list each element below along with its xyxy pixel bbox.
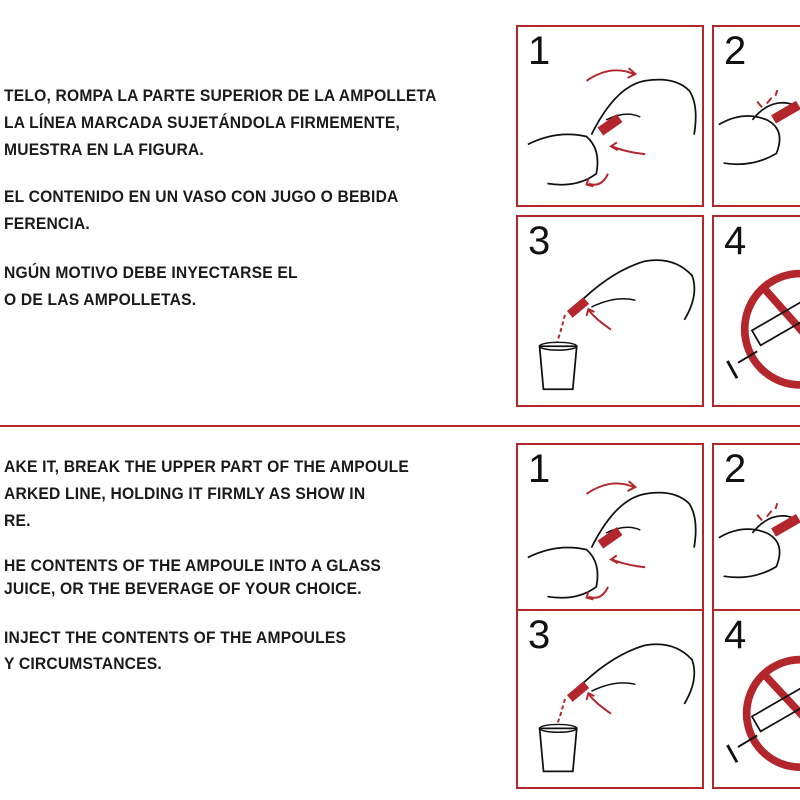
step-number: 4 [724, 219, 747, 263]
instruction-line: O DE LAS AMPOLLETAS. [4, 290, 197, 309]
instruction-line: TELO, ROMPA LA PARTE SUPERIOR DE LA AMPOLLETA [4, 86, 437, 105]
instruction-line: FERENCIA. [4, 214, 90, 233]
step-3-panel [516, 609, 704, 789]
step-4-panel [712, 609, 800, 789]
hand-breaking-ampoule-icon [518, 27, 702, 205]
english-instructions-section [0, 425, 800, 800]
instruction-line: LA LÍNEA MARCADA SUJETÁNDOLA FIRMEMENTE, [4, 113, 401, 132]
step-2-panel [712, 25, 800, 207]
pour-into-glass-icon [518, 611, 702, 787]
instruction-line: RE. [4, 511, 31, 530]
hand-breaking-ampoule-icon [518, 445, 702, 621]
instruction-line: JUICE, OR THE BEVERAGE OF YOUR CHOICE. [4, 579, 362, 598]
instruction-line: MUESTRA EN LA FIGURA. [4, 140, 204, 159]
step-number: 1 [528, 29, 551, 73]
step-number: 4 [724, 613, 747, 657]
step-2-panel [712, 443, 800, 623]
instruction-line: ARKED LINE, HOLDING IT FIRMLY AS SHOW IN [4, 484, 366, 503]
instruction-line: AKE IT, BREAK THE UPPER PART OF THE AMPOULE [4, 457, 410, 476]
instruction-line: NGÚN MOTIVO DEBE INYECTARSE EL [4, 263, 298, 282]
instruction-line: Y CIRCUMSTANCES. [4, 654, 162, 673]
ampoule-snapping-icon [714, 27, 800, 205]
instruction-line: INJECT THE CONTENTS OF THE AMPOULES [4, 628, 347, 647]
no-injection-icon [714, 217, 800, 405]
pour-into-glass-icon [518, 217, 702, 405]
step-number: 2 [724, 447, 747, 491]
instruction-line: HE CONTENTS OF THE AMPOULE INTO A GLASS [4, 556, 382, 575]
step-number: 3 [528, 613, 551, 657]
step-number: 2 [724, 29, 747, 73]
step-number: 3 [528, 219, 551, 263]
step-4-panel [712, 215, 800, 407]
step-number: 1 [528, 447, 551, 491]
step-1-panel [516, 25, 704, 207]
step-3-panel [516, 215, 704, 407]
step-1-panel [516, 443, 704, 623]
no-injection-icon [714, 611, 800, 787]
ampoule-snapping-icon [714, 445, 800, 621]
instruction-line: EL CONTENIDO EN UN VASO CON JUGO O BEBIDA [4, 187, 399, 206]
